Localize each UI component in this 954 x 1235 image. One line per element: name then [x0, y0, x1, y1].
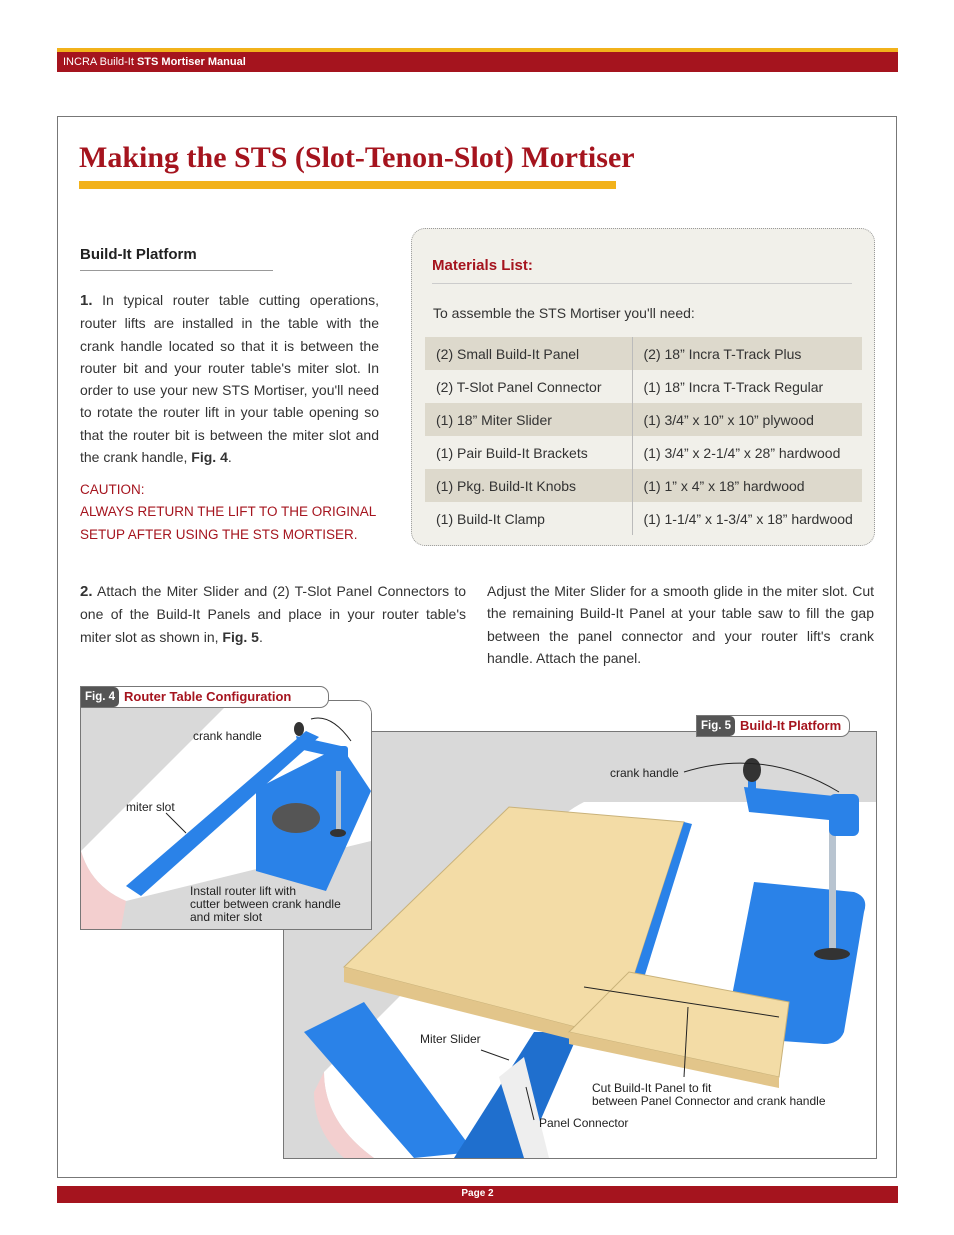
shaft-base	[814, 948, 850, 960]
table-cell: (1) 18” Miter Slider	[425, 403, 632, 436]
header-text	[63, 56, 246, 68]
page-number: Page 2	[461, 1188, 494, 1199]
crank-knob	[743, 758, 761, 782]
fig5-crank-label: crank handle	[610, 766, 679, 780]
crank-leader	[684, 763, 839, 792]
table-cell: (2) 18” Incra T-Track Plus	[632, 337, 862, 370]
caution-text: ALWAYS RETURN THE LIFT TO THE ORIGINAL SETUP AFTER USING THE STS MORTISER.	[80, 504, 376, 542]
table-cell: (1) Build-It Clamp	[425, 502, 632, 535]
step1-end: .	[227, 449, 232, 466]
fig5-tag	[696, 715, 850, 737]
table-row	[425, 436, 862, 469]
table-cell: (2) Small Build-It Panel	[425, 337, 632, 370]
step1-number: 1.	[80, 292, 93, 309]
footer-bar	[57, 1186, 898, 1203]
caution-note	[80, 479, 380, 546]
table-cell: (1) 1-1/4” x 1-3/4” x 18” hardwood	[643, 510, 853, 527]
step1-fig-ref: Fig. 4	[191, 449, 228, 466]
table-cell: (1) 3/4” x 2-1/4” x 28” hardwood	[643, 444, 841, 461]
table-row	[425, 370, 862, 403]
table-row	[425, 337, 862, 370]
table-cell: (1) 18” Incra T-Track Regular	[643, 378, 824, 395]
fig4-install-line3: and miter slot	[190, 910, 263, 924]
step2-fig-ref: Fig. 5	[222, 628, 259, 645]
table-row	[425, 502, 862, 535]
fig5-illustration	[283, 731, 877, 1159]
table-row	[425, 469, 862, 502]
materials-title: Materials List:	[432, 257, 533, 274]
page-title: Making the STS (Slot-Tenon-Slot) Mortiser	[79, 141, 635, 174]
fig5-cut-label	[592, 1082, 826, 1108]
materials-table	[425, 337, 862, 535]
fig5-title: Build-It Platform	[740, 718, 842, 733]
header-bold: STS Mortiser Manual	[136, 56, 246, 68]
crank-hub	[829, 794, 859, 836]
fig5-cut-line2: between Panel Connector and crank handle	[592, 1094, 826, 1108]
section-rule	[80, 270, 273, 271]
fig4-illustration	[80, 700, 372, 930]
fig4-router-opening	[272, 803, 320, 833]
fig4-crank-hub	[334, 746, 348, 771]
fig4-shaft-base	[330, 829, 346, 837]
caution-label: CAUTION:	[80, 482, 145, 497]
lift-shaft	[829, 822, 836, 952]
fig4-title: Router Table Configuration	[124, 689, 292, 704]
step2-end: .	[258, 628, 263, 645]
header-bar	[57, 48, 898, 72]
table-cell: (1) Pair Build-It Brackets	[425, 436, 632, 469]
table-cell: (2) T-Slot Panel Connector	[425, 370, 632, 403]
fig5-connector-label: Panel Connector	[539, 1116, 629, 1130]
step1-text: In typical router table cutting operations, router lifts are installed in the table with the crank handle located so that it is between the router bit and your router table's miter slot. In order to use your new STS Mortiser, you'll need to rotate the router lift in your table opening so that the router bit is between the miter slot and the crank handle,	[80, 292, 379, 466]
fig4-install-line2: cutter between crank handle	[190, 897, 341, 911]
table-row	[425, 403, 862, 436]
table-cell: (1) Pkg. Build-It Knobs	[425, 469, 632, 502]
fig4-crank-label: crank handle	[193, 729, 262, 743]
step2-text: Attach the Miter Slider and (2) T-Slot Panel Connectors to one of the Build-It Panels and place in your router table's miter slot as shown in,	[80, 583, 466, 645]
adjust-paragraph: Adjust the Miter Slider for a smooth glide in the miter slot. Cut the remaining Build-It Panel at your table saw to fill the gap between the panel connector and your router lift's crank handle. Attach the panel.	[487, 583, 874, 666]
table-cell: (1) 1” x 4” x 18” hardwood	[632, 469, 862, 502]
table-cell: (1) 3/4” x 10” x 10” plywood	[632, 403, 862, 436]
fig4-miter-label: miter slot	[126, 800, 175, 814]
materials-rule	[432, 283, 852, 284]
header-prefix: INCRA Build-It	[63, 56, 137, 68]
fig4-crank-knob	[294, 722, 304, 736]
fig5-number: Fig. 5	[697, 716, 735, 736]
materials-intro: To assemble the STS Mortiser you'll need:	[433, 305, 695, 321]
section-heading: Build-It Platform	[80, 246, 197, 263]
fig4-tag	[80, 686, 329, 708]
step2-paragraph	[80, 580, 466, 648]
fig4-number: Fig. 4	[81, 687, 119, 707]
step1-paragraph	[80, 289, 379, 468]
fig5-slider-label: Miter Slider	[420, 1032, 481, 1046]
step2-number: 2.	[80, 583, 93, 600]
fig4-install-line1: Install router lift with	[190, 884, 297, 898]
fig5-cut-line1: Cut Build-It Panel to fit	[592, 1081, 712, 1095]
fig4-install-label	[190, 885, 341, 924]
title-underline	[79, 181, 616, 189]
